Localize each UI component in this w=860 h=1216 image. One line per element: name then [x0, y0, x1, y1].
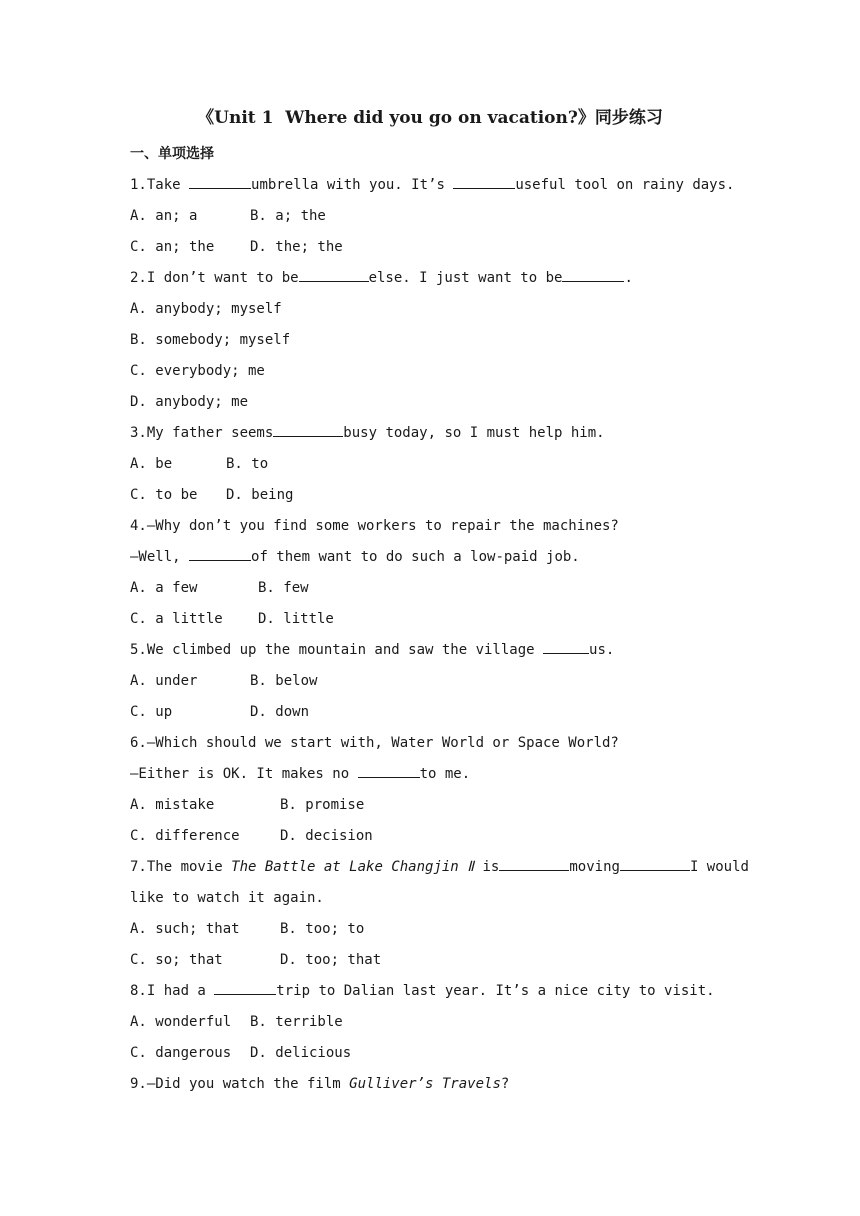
- option-b[interactable]: B. below: [250, 673, 318, 689]
- options-row: [130, 701, 740, 732]
- option-b[interactable]: B. terrible: [250, 1014, 343, 1030]
- question-3: [130, 422, 740, 453]
- option-a[interactable]: A. such; that: [130, 921, 240, 937]
- answer-blank[interactable]: [189, 546, 251, 561]
- option-c[interactable]: C. difference: [130, 828, 240, 844]
- option-d[interactable]: D. too; that: [280, 952, 382, 968]
- options-row: [130, 577, 740, 608]
- option-a[interactable]: A. under: [130, 673, 198, 689]
- option-a[interactable]: A. an; a: [130, 208, 198, 224]
- question-7: [130, 856, 749, 887]
- options-row: [130, 670, 740, 701]
- option-c[interactable]: C. to be: [130, 487, 198, 503]
- question-6-reply: [130, 763, 740, 794]
- option-d[interactable]: D. delicious: [250, 1045, 352, 1061]
- question-text: —Well,: [130, 549, 190, 565]
- question-text: else. I just want to be: [368, 270, 563, 286]
- question-1: [130, 174, 740, 205]
- question-text: 7.The movie: [130, 859, 232, 875]
- answer-blank[interactable]: [189, 174, 251, 189]
- question-text: I would: [689, 859, 749, 875]
- options-row: [130, 949, 740, 980]
- film-title: The Battle at Lake Changjin Ⅱ: [231, 859, 475, 875]
- option-b[interactable]: B. a; the: [250, 208, 326, 224]
- question-2: [130, 267, 740, 298]
- answer-blank[interactable]: [562, 267, 624, 282]
- question-text: of them want to do such a low-paid job.: [251, 549, 580, 565]
- option-b[interactable]: B. somebody; myself: [130, 332, 291, 348]
- option-a[interactable]: A. wonderful: [130, 1014, 232, 1030]
- question-4-reply: [130, 546, 740, 577]
- film-title: Gulliver’s Travels: [349, 1076, 501, 1092]
- question-text: 8.I had a: [130, 983, 215, 999]
- options-row: [130, 825, 740, 856]
- question-7-continued: like to watch it again.: [130, 890, 324, 906]
- option-d[interactable]: D. little: [258, 611, 334, 627]
- option-b[interactable]: B. promise: [280, 797, 365, 813]
- page-title: 《Unit 1 Where did you go on vacation?》同步练习: [197, 108, 663, 128]
- question-text: trip to Dalian last year. It’s a nice city to visit.: [276, 983, 715, 999]
- option-d[interactable]: D. down: [250, 704, 310, 720]
- option-d[interactable]: D. the; the: [250, 239, 343, 255]
- option-c[interactable]: C. a little: [130, 611, 223, 627]
- answer-blank[interactable]: [299, 267, 369, 282]
- option-c[interactable]: C. dangerous: [130, 1045, 232, 1061]
- question-text: 3.My father seems: [130, 425, 274, 441]
- question-6: 6.—Which should we start with, Water World or Space World?: [130, 735, 619, 751]
- options-row: [130, 1042, 740, 1073]
- option-a[interactable]: A. anybody; myself: [130, 301, 282, 317]
- question-text: 9.—Did you watch the film: [130, 1076, 350, 1092]
- question-text: ?: [500, 1076, 510, 1092]
- options-row: [130, 236, 740, 267]
- question-text: 1.Take: [130, 177, 190, 193]
- question-text: umbrella with you. It’s: [251, 177, 454, 193]
- options-row: [130, 918, 740, 949]
- question-4: 4.—Why don’t you find some workers to repair the machines?: [130, 518, 619, 534]
- answer-blank[interactable]: [543, 639, 589, 654]
- question-text: moving: [569, 859, 620, 875]
- answer-blank[interactable]: [358, 763, 420, 778]
- question-8: [130, 980, 740, 1011]
- options-row: [130, 794, 740, 825]
- options-row: [130, 608, 740, 639]
- section-heading: 一、单项选择: [130, 146, 214, 162]
- answer-blank[interactable]: [499, 856, 569, 871]
- question-list: [130, 174, 749, 1104]
- options-row: [130, 205, 740, 236]
- option-c[interactable]: C. up: [130, 704, 173, 720]
- answer-blank[interactable]: [620, 856, 690, 871]
- option-d[interactable]: D. being: [226, 487, 294, 503]
- option-b[interactable]: B. too; to: [280, 921, 365, 937]
- option-b[interactable]: B. to: [226, 456, 269, 472]
- question-text: 5.We climbed up the mountain and saw the village: [130, 642, 544, 658]
- option-c[interactable]: C. everybody; me: [130, 363, 265, 379]
- answer-blank[interactable]: [273, 422, 343, 437]
- answer-blank[interactable]: [453, 174, 515, 189]
- option-a[interactable]: A. be: [130, 456, 173, 472]
- option-c[interactable]: C. so; that: [130, 952, 223, 968]
- options-row: [130, 1011, 740, 1042]
- question-text: to me.: [419, 766, 471, 782]
- option-a[interactable]: A. mistake: [130, 797, 215, 813]
- option-d[interactable]: D. decision: [280, 828, 373, 844]
- question-text: —Either is OK. It makes no: [130, 766, 358, 782]
- option-b[interactable]: B. few: [258, 580, 309, 596]
- option-d[interactable]: D. anybody; me: [130, 394, 249, 410]
- question-5: [130, 639, 740, 670]
- options-row: [130, 484, 740, 515]
- options-row: [130, 453, 740, 484]
- option-a[interactable]: A. a few: [130, 580, 198, 596]
- question-text: useful tool on rainy days.: [515, 177, 735, 193]
- answer-blank[interactable]: [214, 980, 276, 995]
- question-text: 2.I don’t want to be: [130, 270, 299, 286]
- option-c[interactable]: C. an; the: [130, 239, 215, 255]
- question-text: .: [624, 270, 633, 286]
- question-text: us.: [589, 642, 615, 658]
- question-text: is: [474, 859, 500, 875]
- question-text: busy today, so I must help him.: [343, 425, 605, 441]
- question-9: [130, 1073, 740, 1104]
